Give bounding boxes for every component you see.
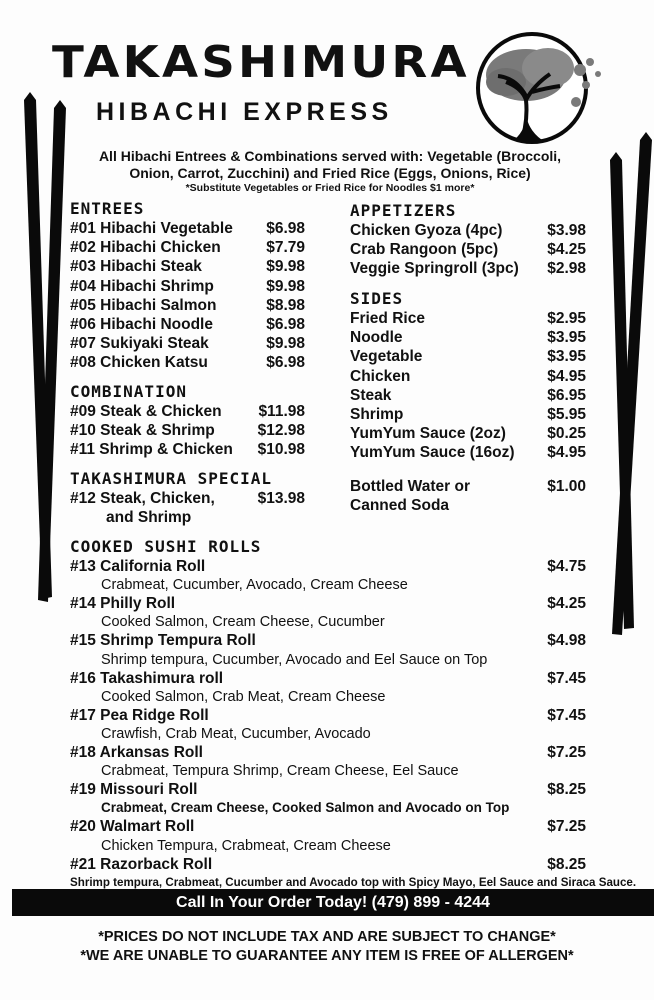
item-name-continued xyxy=(350,496,586,515)
item-name: and Shrimp xyxy=(106,509,192,527)
item-name: #02 Hibachi Chicken xyxy=(70,239,221,257)
special-section xyxy=(70,469,305,527)
menu-item xyxy=(70,257,305,276)
menu-item xyxy=(70,334,305,353)
appetizers-heading: APPETIZERS xyxy=(350,201,457,220)
sushi-heading: COOKED SUSHI ROLLS xyxy=(70,537,262,556)
item-price: $12.98 xyxy=(257,422,305,440)
item-name: #05 Hibachi Salmon xyxy=(70,296,217,314)
item-price: $2.95 xyxy=(547,310,586,327)
item-name: Crab Rangoon (5pc) xyxy=(350,241,499,259)
menu-item xyxy=(70,440,305,459)
item-name: #01 Hibachi Vegetable xyxy=(70,220,233,237)
item-name: Steak xyxy=(350,386,392,404)
item-name: #20 Walmart Roll xyxy=(70,818,195,836)
menu-item xyxy=(350,259,586,278)
item-price: $13.98 xyxy=(257,490,305,507)
sides-heading: SIDES xyxy=(350,289,404,308)
item-price: $6.98 xyxy=(266,354,305,372)
menu-item xyxy=(70,421,305,440)
item-name: #14 Philly Roll xyxy=(70,595,176,613)
call-to-order-banner: Call In Your Order Today! (479) 899 - 4244 xyxy=(12,889,654,916)
menu-item xyxy=(350,221,586,240)
menu-item xyxy=(70,277,305,296)
item-description: Cooked Salmon, Cream Cheese, Cucumber xyxy=(101,614,385,631)
menu-item xyxy=(350,424,586,443)
menu-item xyxy=(350,347,586,366)
menu-item xyxy=(70,296,305,315)
menu-item xyxy=(350,328,586,347)
item-name: #07 Sukiyaki Steak xyxy=(70,335,209,353)
menu-item xyxy=(70,631,586,650)
item-name: #18 Arkansas Roll xyxy=(70,744,203,762)
disclaimers xyxy=(0,928,654,966)
item-name: #21 Razorback Roll xyxy=(70,855,213,873)
item-price: $4.95 xyxy=(547,367,586,385)
item-price: $8.25 xyxy=(547,781,586,799)
item-price: $7.25 xyxy=(547,818,586,836)
menu-item xyxy=(350,309,586,328)
item-name: YumYum Sauce (2oz) xyxy=(350,425,506,443)
menu-item xyxy=(350,443,586,462)
chopsticks-right-icon xyxy=(604,130,654,650)
combination-heading: COMBINATION xyxy=(70,382,187,401)
item-name: Noodle xyxy=(350,329,403,347)
item-price: $9.98 xyxy=(266,277,305,295)
item-price: $6.98 xyxy=(266,220,305,237)
item-price: $3.98 xyxy=(547,222,586,239)
sushi-section xyxy=(70,537,637,892)
menu-item xyxy=(70,557,586,576)
menu-item xyxy=(350,367,586,386)
item-price: $0.25 xyxy=(547,425,586,443)
item-name: #08 Chicken Katsu xyxy=(70,354,208,372)
item-name: Veggie Springroll (3pc) xyxy=(350,260,519,278)
item-name: Bottled Water or xyxy=(350,478,470,495)
item-name: Vegetable xyxy=(350,348,423,366)
tax-disclaimer: *PRICES DO NOT INCLUDE TAX AND ARE SUBJECT TO CHANGE* xyxy=(98,929,556,945)
item-name: #12 Steak, Chicken, xyxy=(70,490,215,507)
allergen-disclaimer: *WE ARE UNABLE TO GUARANTEE ANY ITEM IS FREE OF ALLERGEN* xyxy=(80,948,574,964)
menu-item xyxy=(70,219,305,238)
menu-item xyxy=(70,594,586,613)
menu-item xyxy=(70,353,305,372)
item-price: $4.25 xyxy=(547,595,586,613)
item-name: #04 Hibachi Shrimp xyxy=(70,277,214,295)
substitute-note: *Substitute Vegetables or Fried Rice for Noodles $1 more* xyxy=(185,182,475,194)
item-price: $11.98 xyxy=(258,403,305,420)
item-name: #06 Hibachi Noodle xyxy=(70,316,213,334)
item-name: Fried Rice xyxy=(350,310,425,327)
item-price: $4.98 xyxy=(547,632,586,650)
item-price: $4.75 xyxy=(547,558,586,575)
item-name: #17 Pea Ridge Roll xyxy=(70,706,209,724)
special-heading: TAKASHIMURA SPECIAL xyxy=(70,469,273,488)
menu-item xyxy=(70,669,586,688)
menu-item xyxy=(70,855,586,874)
sides-section xyxy=(350,289,586,463)
item-price: $5.95 xyxy=(547,406,586,424)
item-name: #11 Shrimp & Chicken xyxy=(70,441,233,459)
item-name: #03 Hibachi Steak xyxy=(70,258,202,276)
item-name: #13 California Roll xyxy=(70,558,206,575)
item-price: $9.98 xyxy=(266,258,305,276)
item-price: $9.98 xyxy=(266,335,305,353)
intro-text xyxy=(60,148,600,194)
item-name: #15 Shrimp Tempura Roll xyxy=(70,632,256,650)
item-description: Cooked Salmon, Crab Meat, Cream Cheese xyxy=(101,688,386,705)
item-price: $7.79 xyxy=(266,239,305,257)
item-price: $6.95 xyxy=(547,386,586,404)
item-price: $4.95 xyxy=(547,444,586,462)
item-name: Chicken Gyoza (4pc) xyxy=(350,222,503,239)
item-price: $8.98 xyxy=(266,296,305,314)
menu-item xyxy=(70,315,305,334)
item-price: $2.98 xyxy=(547,260,586,278)
item-name: YumYum Sauce (16oz) xyxy=(350,444,515,462)
menu-item xyxy=(70,238,305,257)
menu-item xyxy=(70,817,586,836)
appetizers-section xyxy=(350,201,586,279)
item-price: $3.95 xyxy=(547,329,586,347)
menu-item xyxy=(70,402,305,421)
item-name: Shrimp xyxy=(350,406,404,424)
item-price: $4.25 xyxy=(547,241,586,259)
item-price: $8.25 xyxy=(547,855,586,873)
item-price: $6.98 xyxy=(266,316,305,334)
menu-item xyxy=(70,743,586,762)
item-name: #16 Takashimura roll xyxy=(70,669,224,687)
item-description: Crawfish, Crab Meat, Cucumber, Avocado xyxy=(101,726,371,743)
item-price: $7.25 xyxy=(547,744,586,762)
item-description: Shrimp tempura, Cucumber, Avocado and Eel Sauce on Top xyxy=(101,651,488,668)
entrees-section xyxy=(70,199,305,373)
item-name: Canned Soda xyxy=(350,497,450,515)
item-description: Crabmeat, Cream Cheese, Cooked Salmon and Avocado on Top xyxy=(101,800,510,816)
restaurant-name: TAKASHIMURA xyxy=(52,37,470,88)
menu-item xyxy=(70,706,586,725)
item-name: Chicken xyxy=(350,367,411,385)
intro-line-1: All Hibachi Entrees & Combinations served with: Vegetable (Broccoli, xyxy=(98,148,562,164)
item-name: #19 Missouri Roll xyxy=(70,781,198,799)
menu-item xyxy=(350,405,586,424)
menu-item xyxy=(350,477,586,496)
item-name: #10 Steak & Shrimp xyxy=(70,422,215,440)
menu-item xyxy=(350,240,586,259)
item-price: $1.00 xyxy=(547,478,586,495)
item-description: Chicken Tempura, Crabmeat, Cream Cheese xyxy=(101,837,391,854)
restaurant-subtitle: HIBACHI EXPRESS xyxy=(96,98,393,126)
item-description: Shrimp tempura, Crabmeat, Cucumber and Avocado top with Spicy Mayo, Eel Sauce and Siraca Sauce. xyxy=(70,875,637,889)
intro-line-2: Onion, Carrot, Zucchini) and Fried Rice (Eggs, Onions, Rice) xyxy=(129,165,531,181)
item-description: Crabmeat, Cucumber, Avocado, Cream Cheese xyxy=(101,577,408,594)
item-price: $7.45 xyxy=(547,669,586,687)
item-price: $10.98 xyxy=(257,441,305,459)
menu-item xyxy=(70,780,586,799)
menu-item xyxy=(350,386,586,405)
item-price: $7.45 xyxy=(547,706,586,724)
item-name-continued xyxy=(70,508,305,527)
combination-section xyxy=(70,382,305,460)
entrees-heading: ENTREES xyxy=(70,199,145,218)
drinks-section xyxy=(350,477,586,515)
item-name: #09 Steak & Chicken xyxy=(70,403,222,420)
menu-item xyxy=(70,489,305,508)
item-price: $3.95 xyxy=(547,348,586,366)
tree-in-circle-icon xyxy=(476,30,636,148)
item-description: Crabmeat, Tempura Shrimp, Cream Cheese, Eel Sauce xyxy=(101,763,459,780)
